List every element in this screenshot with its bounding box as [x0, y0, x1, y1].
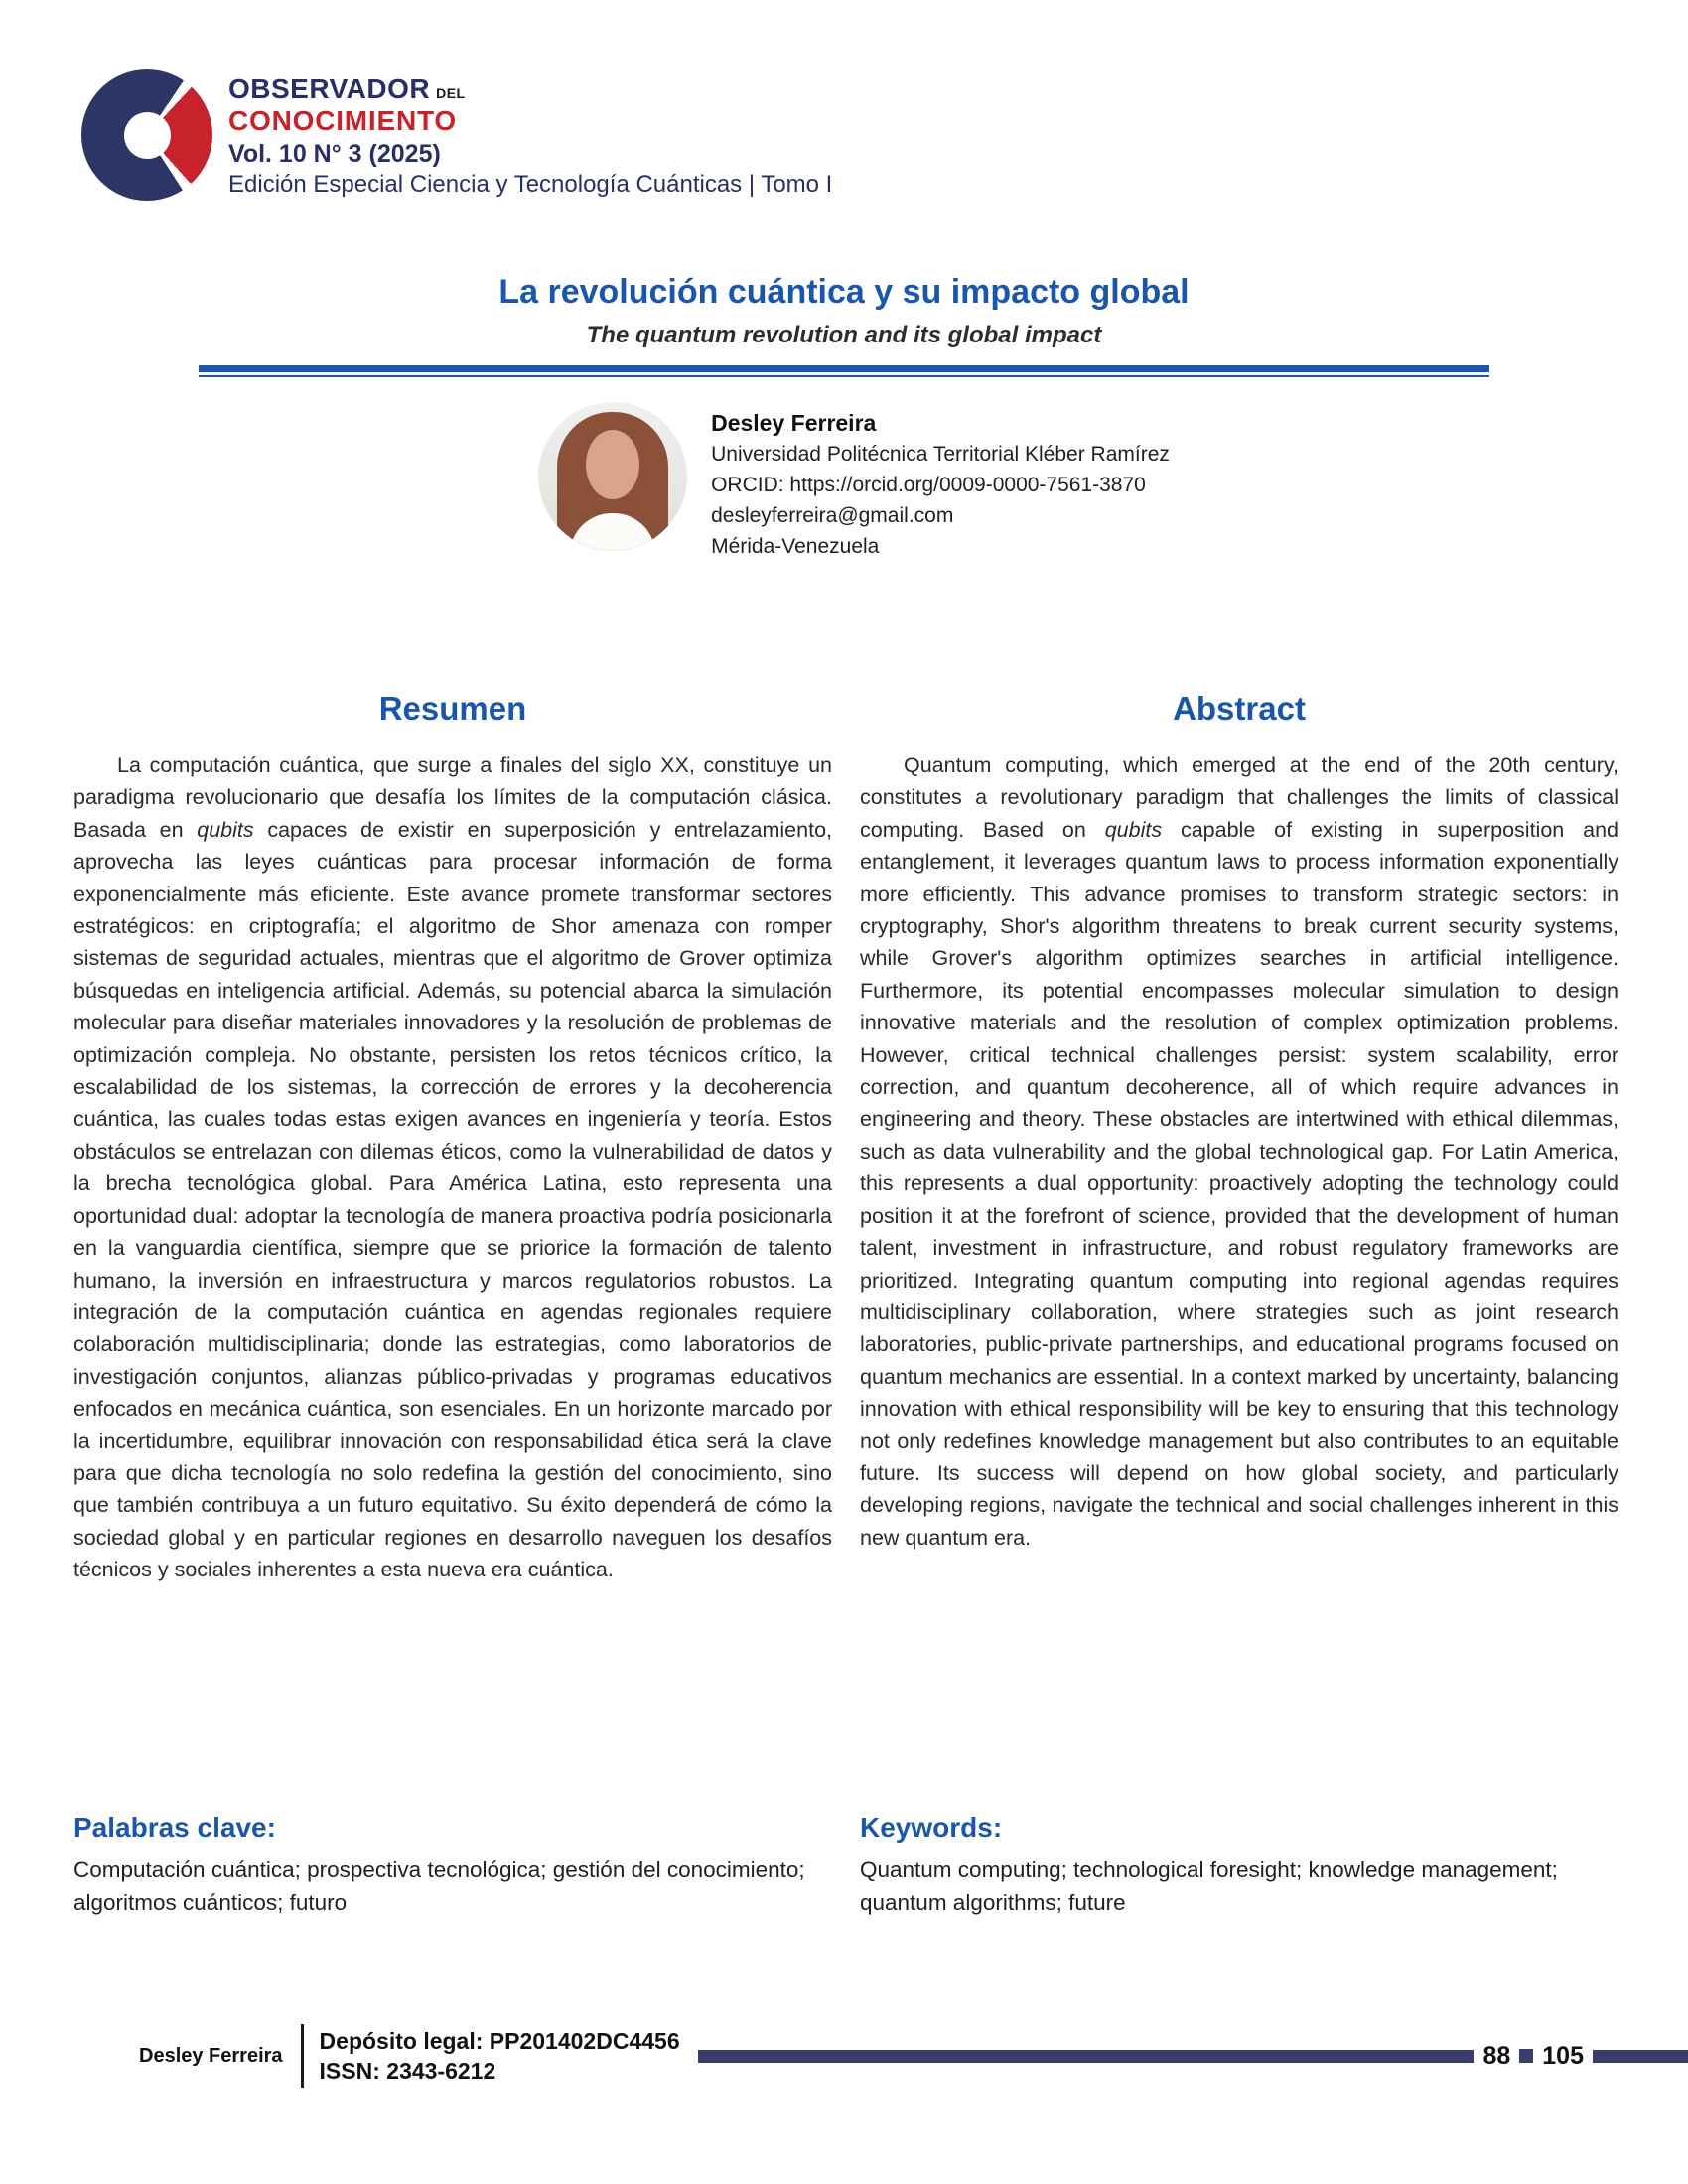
author-email: desleyferreira@gmail.com [711, 504, 954, 527]
keywords-en-block [860, 1812, 1618, 1919]
journal-name-line2: CONOCIMIENTO [228, 105, 457, 137]
footer-author-name: Desley Ferreira [139, 2044, 283, 2067]
title-divider-thick [199, 365, 1489, 372]
author-name: Desley Ferreira [711, 410, 877, 436]
title-block [0, 273, 1688, 377]
abstract-body-post: capable of existing in superposition and entanglement, it leverages quantum laws to process information exponentially more efficiently. This advance promises to transform strategic sectors: in cryptography, Shor's algorithm threatens to break current security systems, while Grover's algorithm optimizes searches in artificial intelligence. Furthermore, its potential encompasses molecular simulation to design innovative materials and the resolution of complex optimization problems. However, critical technical challenges persist: system scalability, error correction, and quantum decoherence, all of which require advances in engineering and theory. These obstacles are intertwined with ethical dilemmas, such as data vulnerability and the global technological gap. For Latin America, this represents a dual opportunity: proactively adopting the technology could position it at the forefront of science, provided that the development of human talent, investment in infrastructure, and robust regulatory frameworks are prioritized. Integrating quantum computing into regional agendas requires multidisciplinary collaboration, where strategies such as joint research laboratories, public-private partnerships, and educational programs focused on quantum mechanics are essential. In a context marked by uncertainty, balancing innovation with ethical responsibility will be key to ensuring that this technology not only redefines knowledge management but also contributes to an equitable future. Its success will depend on how global society, and particularly developing regions, navigate the technical and social challenges inherent in this new quantum era. [860, 817, 1619, 1550]
footer-deposito-legal: Depósito legal: PP201402DC4456 [319, 2028, 680, 2054]
footer-bar-right [1593, 2050, 1688, 2063]
resumen-body-pre: La computación cuántica, que surge a finales del siglo XX, constituye un paradigma revolucionario que desafía los límites de la computación clásica. Basada en [73, 753, 832, 842]
resumen-body [73, 750, 832, 1586]
keywords-section [73, 1812, 1618, 1919]
resumen-italic-term: qubits [197, 817, 254, 842]
author-info [711, 402, 1170, 562]
journal-name-line1 [228, 73, 832, 105]
masthead-text [228, 69, 832, 199]
keywords-es-heading: Palabras clave: [73, 1812, 276, 1843]
journal-name-suffix: DEL [436, 85, 466, 101]
abstract-column [860, 690, 1618, 1586]
keywords-en-body: Quantum computing; technological foresight; knowledge management; quantum algorithms; future [860, 1857, 1558, 1915]
resumen-body-post: capaces de existir en superposición y entrelazamiento, aprovecha las leyes cuánticas para procesar información de forma exponencialmente más eficiente. Este avance promete transformar sectores estratégicos: en criptografía; el algoritmo de Shor amenaza con romper sistemas de seguridad actuales, mientras que el algoritmo de Grover optimiza búsquedas en inteligencia artificial. Además, su potencial abarca la simulación molecular para diseñar materiales innovadores y la resolución de problemas de optimización compleja. No obstante, persisten los retos técnicos crítico, la escalabilidad de los sistemas, la corrección de errores y la decoherencia cuántica, las cuales todas estas exigen avances en ingeniería y teoría. Estos obstáculos se entrelazan con dilemas éticos, como la vulnerabilidad de datos y la brecha tecnológica global. Para América Latina, esto representa una oportunidad dual: adoptar la tecnología de manera proactiva podría posicionarla en la vanguardia científica, siempre que se priorice la formación de talento humano, la inversión en infraestructura y marcos regulatorios robustos. La integración de la computación cuántica en agendas regionales requiere colaboración multidisciplinaria; donde las estrategias, como laboratorios de investigación conjuntos, alianzas público-privadas y programas educativos enfocados en mecánica cuántica, son esenciales. En un horizonte marcado por la incertidumbre, equilibrar innovación con responsabilidad ética será la clave para que dicha tecnología no solo redefina la gestión del conocimiento, sino que también contribuya a un futuro equitativo. Su éxito dependerá de cómo la sociedad global y en particular regiones en desarrollo naveguen los desafíos técnicos y sociales inherentes a esta nueva era cuántica. [73, 817, 832, 1582]
abstract-body-pre: Quantum computing, which emerged at the end of the 20th century, constitutes a revolutionary paradigm that challenges the limits of classical computing. Based on [860, 753, 1618, 842]
page-footer [0, 2020, 1688, 2092]
footer-page-separator-square [1519, 2049, 1533, 2063]
author-block [10, 402, 1688, 562]
footer-legal-block [320, 2026, 680, 2086]
resumen-column [73, 690, 832, 1586]
title-divider [199, 365, 1489, 377]
author-location: Mérida-Venezuela [711, 535, 880, 558]
author-photo [538, 402, 687, 551]
footer-page-start: 88 [1482, 2041, 1511, 2070]
abstract-italic-term: qubits [1104, 817, 1163, 842]
article-subtitle: The quantum revolution and its global impact [586, 322, 1102, 348]
title-divider-thin [199, 375, 1489, 377]
resumen-heading: Resumen [378, 690, 527, 727]
author-photo-face [586, 430, 639, 499]
abstract-columns [73, 690, 1618, 1586]
abstract-body [860, 750, 1618, 1554]
abstract-heading: Abstract [1173, 690, 1306, 727]
footer-bar-left [698, 2050, 1475, 2063]
footer-issn: ISSN: 2343-6212 [319, 2058, 496, 2084]
journal-name-main: OBSERVADOR [228, 73, 431, 104]
keywords-es-body: Computación cuántica; prospectiva tecnológica; gestión del conocimiento; algoritmos cuánticos; futuro [73, 1857, 805, 1915]
keywords-en-heading: Keywords: [860, 1812, 1003, 1843]
keywords-es-block [73, 1812, 832, 1919]
masthead [81, 69, 832, 201]
footer-vertical-divider [301, 2024, 304, 2088]
journal-logo-icon [81, 69, 212, 201]
footer-page-end: 105 [1542, 2041, 1584, 2070]
author-affiliation: Universidad Politécnica Territorial Kléber Ramírez [711, 443, 1170, 466]
journal-edition: Edición Especial Ciencia y Tecnología Cuánticas | Tomo I [228, 170, 833, 198]
journal-volume: Vol. 10 N° 3 (2025) [228, 139, 441, 168]
author-orcid: ORCID: https://orcid.org/0009-0000-7561-3870 [711, 474, 1146, 496]
article-title: La revolución cuántica y su impacto global [498, 273, 1190, 311]
